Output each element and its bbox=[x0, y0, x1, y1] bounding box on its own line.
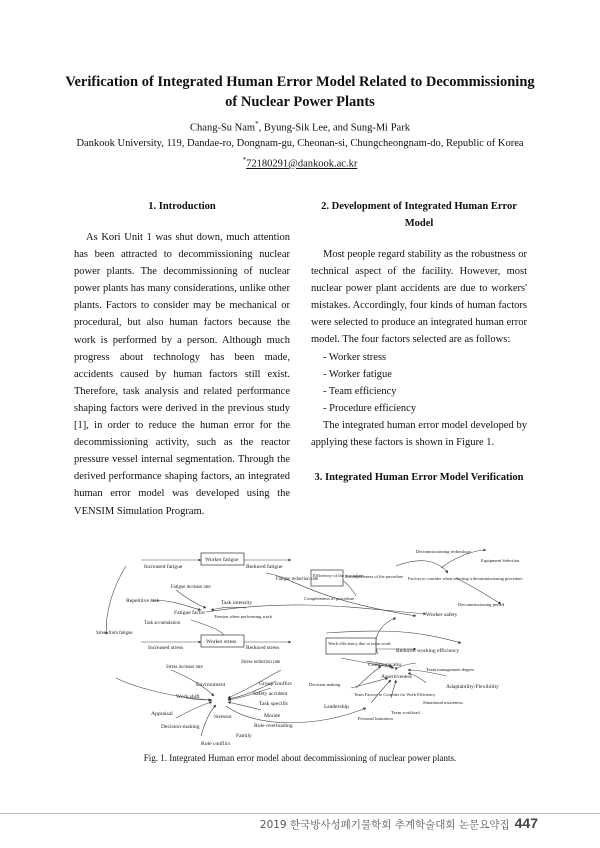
label: Fatigue reduction rate bbox=[276, 577, 319, 582]
human-error-model-diagram bbox=[96, 538, 536, 748]
box-worker-fatigue: Worker fatigue bbox=[205, 557, 239, 563]
paper-title: Verification of Integrated Human Error Model Related to Decommissioning of Nuclear Power Plants bbox=[65, 74, 535, 110]
label: Stressor bbox=[214, 714, 233, 720]
label: Assertiveness bbox=[381, 674, 412, 680]
label: Role conflict bbox=[201, 741, 231, 747]
factor-list-item: - Worker fatigue bbox=[323, 368, 392, 380]
label: Decision-making bbox=[161, 724, 200, 730]
label: Incompleteness of the procedure bbox=[346, 574, 404, 579]
label: Fatigue increase rate bbox=[171, 585, 211, 590]
section-2-title: 2. Development of Integrated Human Error Model bbox=[321, 201, 517, 229]
factor-list-item: - Team efficiency bbox=[323, 385, 397, 397]
first-author: Chang-Su Nam bbox=[190, 122, 256, 134]
factor-list-item: - Procedure efficiency bbox=[323, 402, 417, 414]
label: Team management degree bbox=[426, 667, 475, 672]
label: Task intensity bbox=[221, 600, 253, 606]
label: Safety accident bbox=[253, 691, 288, 697]
left-column bbox=[74, 198, 290, 520]
section-1-paragraph: As Kori Unit 1 was shut down, much attention has been attracted to decommissioning nuclear power plants. The decommissioning of nuclear power plants has many considerations, unlike other plants. Factors to consider may be mechanical or procedural, but also human factors because the work is performed by a person. Although much progress about technology has been made, accidents caused by human factors still exist. Therefore, task analysis and related performance shaping factors were derived in the previous study [1], in order to reduce the human error for the decommissioning activity, such as the reactor pressure vessel internal segmentation. Through the derived performance shaping factors, an integrated human error model was developed using the VENSIM Simulation Program. bbox=[74, 232, 290, 517]
section-2-paragraph-1: Most people regard stability as the robustness or technical aspect of the facility. However, most nuclear power plant accidents are due to workers' mistakes. Accordingly, four kinds of human factors were selected to produce an integrated human error model. The four factors selected are as follows: bbox=[311, 249, 527, 346]
factor-list-item: - Worker stress bbox=[323, 351, 387, 363]
label: Fatigue factor bbox=[174, 610, 206, 616]
label: Task specific bbox=[259, 701, 289, 707]
page-number: 447 bbox=[514, 815, 538, 831]
label: Environment bbox=[196, 682, 226, 688]
label: Team Factors to Consider for Work Efficiency bbox=[354, 692, 436, 697]
label: Worker safety bbox=[426, 612, 458, 618]
label: Task accumulation bbox=[144, 621, 181, 626]
label: Decommissioning period bbox=[458, 602, 505, 607]
figure-caption: Fig. 1. Integrated Human error model about decommissioning of nuclear power plants. bbox=[143, 753, 457, 763]
label: Stress increase rate bbox=[166, 665, 203, 670]
label: Reduced fatigue bbox=[246, 564, 283, 570]
label: Situational awareness bbox=[423, 700, 463, 705]
footer-divider bbox=[0, 813, 600, 814]
label: Stress from fatigue bbox=[96, 631, 133, 636]
right-column bbox=[311, 198, 527, 486]
label: Repetitive task bbox=[126, 598, 160, 604]
label: Adaptability/Flexibility bbox=[446, 684, 499, 690]
label: Stress reduction rate bbox=[241, 660, 281, 665]
section-2-paragraph-2: The integrated human error model developed by applying these factors is shown in Figure 1. bbox=[311, 419, 527, 449]
journal-name: 2019 한국방사성폐기물학회 추계학술대회 논문요약집 bbox=[259, 819, 510, 831]
section-3-title: 3. Integrated Human Error Model Verification bbox=[314, 472, 524, 484]
affiliation: Dankook University, 119, Dandae-ro, Dongnam-gu, Cheonan-si, Chungcheongnam-do, Republic of Korea bbox=[76, 138, 524, 149]
label: Leadership bbox=[324, 704, 349, 710]
label: Role overloading bbox=[254, 723, 293, 729]
label: Decision making bbox=[309, 682, 341, 687]
other-authors: , Byung-Sik Lee, and Sung-Mi Park bbox=[258, 122, 410, 134]
box-work-efficiency: Work efficiency due to team work bbox=[328, 641, 391, 646]
email-link[interactable]: 72180291@dankook.ac.kr bbox=[246, 158, 358, 170]
box-efficiency-procedure: Efficiency of the procedure bbox=[313, 573, 364, 578]
label: Family bbox=[236, 733, 252, 739]
label: Communicatio bbox=[368, 662, 402, 668]
label: Increased fatigue bbox=[144, 564, 183, 570]
author-mark: * bbox=[255, 120, 259, 128]
label: Completeness of procedure bbox=[304, 596, 355, 601]
page-footer bbox=[260, 815, 538, 832]
label: Personal limitation bbox=[358, 716, 393, 721]
author-list bbox=[40, 120, 560, 134]
label: Tension when performing work bbox=[214, 614, 272, 619]
label: Work shift bbox=[176, 694, 200, 700]
label: Increased stress bbox=[148, 645, 184, 651]
label: Factors to consider when selecting a decommissioning procedure bbox=[408, 576, 523, 581]
label: Group conflict bbox=[259, 681, 292, 687]
box-worker-stress: Worker stress bbox=[206, 639, 237, 645]
label: Team workload bbox=[391, 710, 420, 715]
label: Reduced stress bbox=[246, 645, 280, 651]
label: Appraisal bbox=[151, 711, 173, 717]
email-mark: * bbox=[242, 156, 247, 164]
label: Equipment Selection bbox=[481, 558, 520, 563]
label: Decommissioning technology bbox=[416, 549, 471, 554]
email-line bbox=[40, 156, 560, 170]
section-1-title: 1. Introduction bbox=[148, 201, 216, 212]
label: Morale bbox=[264, 713, 281, 719]
label: Reduced working efficiency bbox=[396, 648, 460, 654]
